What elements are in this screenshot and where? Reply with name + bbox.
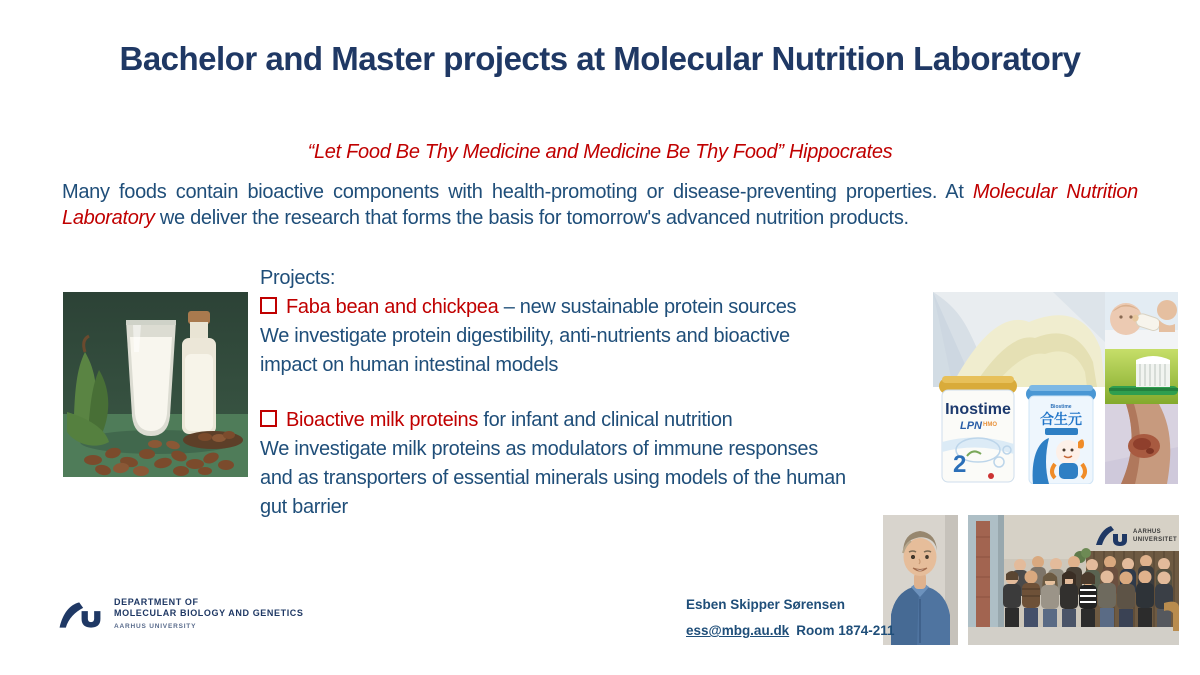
project-description-line: impact on human intestinal models	[260, 354, 559, 376]
inostime-brand-label: Inostime	[945, 401, 1011, 418]
biostime-small-label: Biostime	[1050, 404, 1072, 410]
inostime-stage-label: 2	[953, 451, 967, 478]
wall-logo-line2: UNIVERSITET	[1133, 537, 1178, 543]
department-logo-text	[114, 597, 304, 630]
projects-section	[260, 264, 930, 522]
intro-paragraph	[62, 179, 1138, 231]
milk-faba-bean-illustration	[63, 292, 248, 477]
project-name-rest: – new sustainable protein sources	[498, 296, 797, 318]
contact-name: Esben Skipper Sørensen	[686, 597, 846, 612]
bullet-square-icon	[260, 410, 277, 427]
project-name: Bioactive milk proteins	[286, 409, 479, 431]
contact-block	[686, 597, 895, 638]
bullet-square-icon	[260, 297, 277, 314]
project-title-line	[260, 406, 930, 435]
wall-logo-line1: AARHUS	[1133, 529, 1162, 535]
project-description-line: and as transporters of essential minerals using models of the human	[260, 467, 846, 489]
project-description-line: We investigate milk proteins as modulators of immune responses	[260, 438, 818, 460]
projects-heading: Projects:	[260, 267, 336, 289]
biostime-brand-label: 合生元	[1040, 411, 1082, 427]
project-item-faba	[260, 293, 930, 380]
project-title-line	[260, 293, 930, 322]
department-line1: DEPARTMENT OF	[114, 597, 199, 607]
inostime-lpn-label: LPN	[960, 420, 982, 432]
intro-post: we deliver the research that forms the basis for tomorrow's advanced nutrition products.	[154, 207, 909, 229]
group-photo	[968, 515, 1179, 645]
email-link[interactable]: ess@mbg.au.dk	[686, 623, 790, 638]
project-description-line: We investigate protein digestibility, anti-nutrients and bioactive	[260, 325, 790, 347]
group-photo-illustration	[968, 515, 1179, 645]
department-line2: MOLECULAR BIOLOGY AND GENETICS	[114, 608, 304, 618]
intro-highlight: Molecular Nutrition Laboratory	[62, 181, 1139, 229]
project-name-rest: for infant and clinical nutrition	[478, 409, 733, 431]
project-description-line: gut barrier	[260, 496, 348, 518]
project-name: Faba bean and chickpea	[286, 296, 499, 318]
intro-pre: Many foods contain bioactive components with health-promoting or disease-preventing properties. At	[62, 181, 973, 203]
page-title: Bachelor and Master projects at Molecular Nutrition Laboratory	[119, 40, 1081, 77]
product-collage-illustration	[933, 292, 1178, 484]
product-collage-photo	[933, 292, 1178, 484]
inostime-hmo-label: HMO	[983, 422, 997, 428]
contact-line2	[686, 623, 895, 638]
au-logo-icon	[58, 599, 102, 631]
quote-text: “Let Food Be Thy Medicine and Medicine Be Thy Food” Hippocrates	[307, 141, 893, 163]
room-number: Room 1874-211	[796, 623, 895, 638]
au-department-logo	[58, 597, 304, 631]
milk-faba-bean-photo	[63, 292, 248, 477]
department-line3: AARHUS UNIVERSITY	[114, 623, 197, 630]
project-item-milk	[260, 406, 930, 522]
